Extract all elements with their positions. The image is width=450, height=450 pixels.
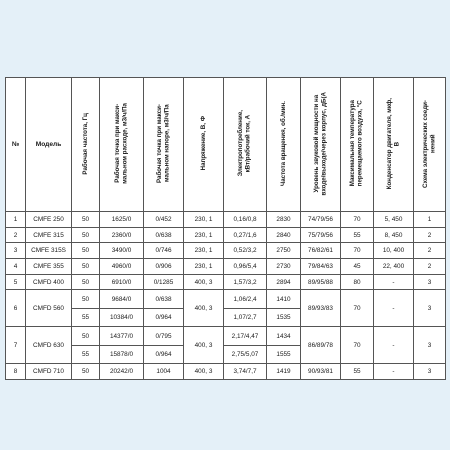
cell-model: CMFE 250 (26, 212, 72, 228)
cell-frequency: 50 (72, 227, 100, 243)
cell-max-temp: 70 (341, 243, 374, 259)
cell-rpm: 1410 (267, 290, 301, 309)
cell-power: 0,27/1,6 (224, 227, 267, 243)
cell-max-flow: 15878/0 (100, 345, 144, 364)
cell-power: 2,17/4,47 (224, 327, 267, 346)
cell-power: 1,57/3,2 (224, 274, 267, 290)
cell-noise: 90/93/81 (301, 364, 341, 380)
cell-voltage: 230, 1 (184, 212, 224, 228)
cell-model: CMFE 315S (26, 243, 72, 259)
cell-max-pressure: 0/795 (144, 327, 184, 346)
cell-max-temp: 70 (341, 212, 374, 228)
cell-max-temp: 55 (341, 227, 374, 243)
header-noise (301, 78, 341, 212)
cell-frequency: 50 (72, 364, 100, 380)
cell-power: 1,07/2,7 (224, 308, 267, 327)
cell-max-pressure: 0/1285 (144, 274, 184, 290)
cell-model: CMFD 400 (26, 274, 72, 290)
cell-model: CMFE 355 (26, 259, 72, 275)
header-rpm (267, 78, 301, 212)
cell-num: 4 (6, 259, 26, 275)
header-num: № (6, 78, 26, 212)
header-voltage (184, 78, 224, 212)
header-max-pressure-text: Рабочая точка при макси- мальном напоре, м3/ч/Па (155, 103, 171, 184)
cell-rpm: 1535 (267, 308, 301, 327)
header-power-text: Электропотребление, кВт/рабочий ток, А (237, 110, 252, 177)
header-noise-text: Уровень звуковой мощности на входе/выходе/через корпус, дБ(А (312, 91, 328, 196)
cell-rpm: 2750 (267, 243, 301, 259)
cell-num: 8 (6, 364, 26, 380)
cell-max-flow: 3490/0 (100, 243, 144, 259)
cell-capacitor: - (374, 290, 414, 327)
cell-model: CMFD 630 (26, 327, 72, 364)
cell-voltage: 400, 3 (184, 327, 224, 364)
cell-wiring-scheme: 3 (414, 327, 446, 364)
cell-max-flow: 9684/0 (100, 290, 144, 309)
header-row (6, 78, 446, 212)
cell-max-temp: 80 (341, 274, 374, 290)
table-row (6, 290, 446, 309)
cell-capacitor: - (374, 327, 414, 364)
cell-wiring-scheme: 3 (414, 274, 446, 290)
header-model: Модель (26, 78, 72, 212)
cell-voltage: 230, 1 (184, 259, 224, 275)
cell-rpm: 2840 (267, 227, 301, 243)
header-max-flow-text: Рабочая точка при макси- мальном расходе, м3/ч/Па (113, 103, 129, 184)
cell-frequency: 55 (72, 345, 100, 364)
cell-noise: 74/79/56 (301, 212, 341, 228)
cell-frequency: 50 (72, 212, 100, 228)
cell-frequency: 50 (72, 274, 100, 290)
table-row (6, 274, 446, 290)
cell-voltage: 400, 3 (184, 274, 224, 290)
cell-num: 2 (6, 227, 26, 243)
header-wiring-scheme-text: Схема электрических соеди- нений (421, 99, 437, 188)
cell-power: 3,74/7,7 (224, 364, 267, 380)
cell-wiring-scheme: 3 (414, 290, 446, 327)
cell-max-pressure: 0/638 (144, 290, 184, 309)
cell-model: CMFE 315 (26, 227, 72, 243)
header-max-pressure (144, 78, 184, 212)
cell-num: 3 (6, 243, 26, 259)
cell-max-pressure: 1004 (144, 364, 184, 380)
cell-noise: 79/84/63 (301, 259, 341, 275)
cell-capacitor: 5, 450 (374, 212, 414, 228)
header-max-flow (100, 78, 144, 212)
cell-frequency: 50 (72, 259, 100, 275)
cell-max-pressure: 0/906 (144, 259, 184, 275)
cell-frequency: 50 (72, 290, 100, 309)
cell-rpm: 1555 (267, 345, 301, 364)
cell-noise: 75/79/56 (301, 227, 341, 243)
cell-num: 7 (6, 327, 26, 364)
cell-num: 5 (6, 274, 26, 290)
cell-max-flow: 14377/0 (100, 327, 144, 346)
cell-noise: 76/82/61 (301, 243, 341, 259)
cell-max-temp: 70 (341, 327, 374, 364)
cell-voltage: 400, 3 (184, 364, 224, 380)
cell-power: 0,96/5,4 (224, 259, 267, 275)
cell-power: 0,16/0,8 (224, 212, 267, 228)
cell-num: 1 (6, 212, 26, 228)
cell-capacitor: - (374, 274, 414, 290)
cell-voltage: 400, 3 (184, 290, 224, 327)
cell-voltage: 230, 1 (184, 243, 224, 259)
cell-max-pressure: 0/452 (144, 212, 184, 228)
cell-rpm: 2830 (267, 212, 301, 228)
cell-noise: 86/89/78 (301, 327, 341, 364)
cell-rpm: 2730 (267, 259, 301, 275)
cell-max-pressure: 0/638 (144, 227, 184, 243)
table-row (6, 227, 446, 243)
cell-model: CMFD 710 (26, 364, 72, 380)
header-frequency-text: Рабочая частота, Гц (81, 112, 89, 175)
cell-max-temp: 70 (341, 290, 374, 327)
cell-max-pressure: 0/964 (144, 345, 184, 364)
table-row (6, 243, 446, 259)
table-row (6, 259, 446, 275)
cell-wiring-scheme: 3 (414, 364, 446, 380)
cell-max-pressure: 0/964 (144, 308, 184, 327)
header-power (224, 78, 267, 212)
cell-max-flow: 1625/0 (100, 212, 144, 228)
cell-rpm: 2894 (267, 274, 301, 290)
header-max-temp (341, 78, 374, 212)
cell-capacitor: 10, 400 (374, 243, 414, 259)
cell-capacitor: 22, 400 (374, 259, 414, 275)
cell-max-temp: 55 (341, 364, 374, 380)
cell-rpm: 1434 (267, 327, 301, 346)
header-frequency (72, 78, 100, 212)
cell-power: 0,52/3,2 (224, 243, 267, 259)
cell-frequency: 50 (72, 327, 100, 346)
cell-wiring-scheme: 2 (414, 227, 446, 243)
cell-rpm: 1419 (267, 364, 301, 380)
header-max-temp-text: Максимальная температура перемещаемого воздуха, °С (349, 100, 364, 187)
cell-max-flow: 6910/0 (100, 274, 144, 290)
cell-power: 2,75/5,07 (224, 345, 267, 364)
header-capacitor (374, 78, 414, 212)
header-voltage-text: Напряжение, В, Ф (199, 116, 207, 171)
cell-power: 1,06/2,4 (224, 290, 267, 309)
header-capacitor-text: Конденсатор двигателя, мкф, В (385, 97, 401, 190)
cell-max-pressure: 0/746 (144, 243, 184, 259)
cell-voltage: 230, 1 (184, 227, 224, 243)
cell-frequency: 50 (72, 243, 100, 259)
cell-num: 6 (6, 290, 26, 327)
cell-max-flow: 20242/0 (100, 364, 144, 380)
cell-model: CMFD 560 (26, 290, 72, 327)
table-row (6, 212, 446, 228)
table-row (6, 364, 446, 380)
cell-max-temp: 45 (341, 259, 374, 275)
cell-capacitor: 8, 450 (374, 227, 414, 243)
cell-capacitor: - (374, 364, 414, 380)
specs-table (5, 77, 446, 380)
cell-max-flow: 10384/0 (100, 308, 144, 327)
cell-noise: 89/93/83 (301, 290, 341, 327)
cell-wiring-scheme: 2 (414, 259, 446, 275)
header-rpm-text: Частота вращения, об./мин. (279, 100, 287, 187)
cell-noise: 89/95/88 (301, 274, 341, 290)
table-row (6, 327, 446, 346)
cell-max-flow: 2360/0 (100, 227, 144, 243)
header-wiring-scheme (414, 78, 446, 212)
cell-wiring-scheme: 1 (414, 212, 446, 228)
cell-wiring-scheme: 2 (414, 243, 446, 259)
cell-frequency: 55 (72, 308, 100, 327)
cell-max-flow: 4960/0 (100, 259, 144, 275)
